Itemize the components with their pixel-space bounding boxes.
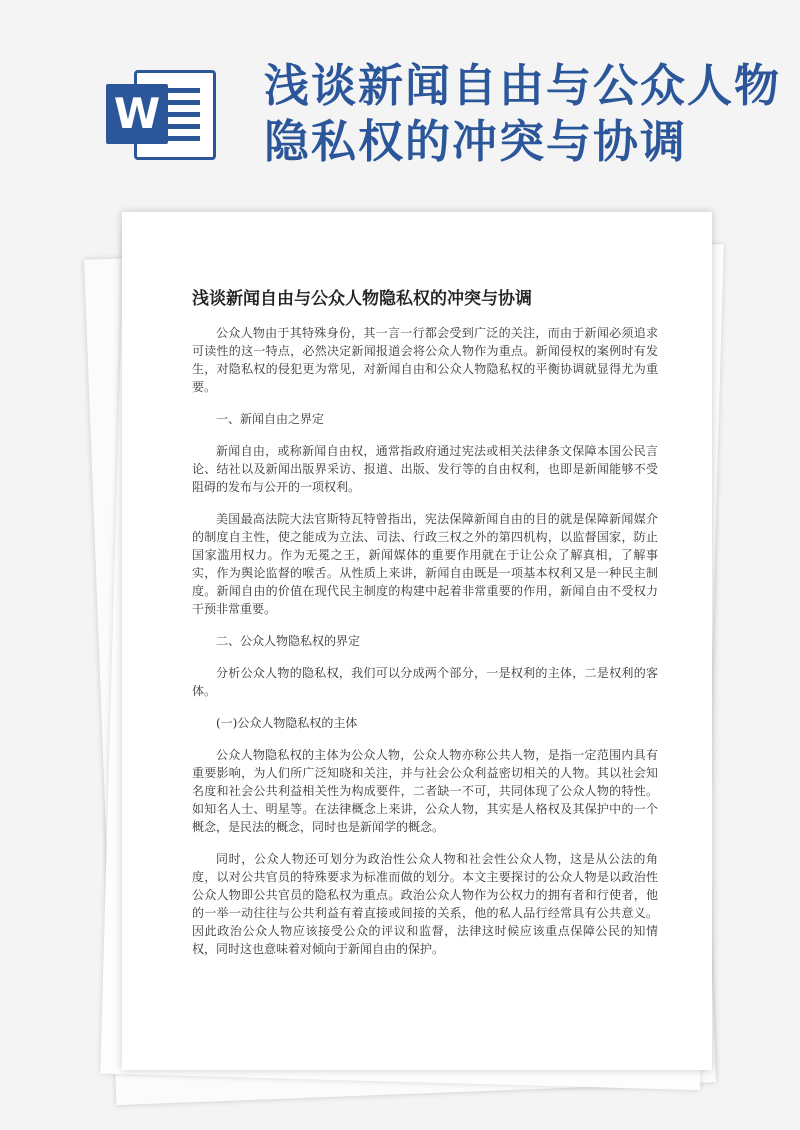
document-body	[192, 324, 658, 972]
document-page	[122, 212, 712, 1070]
word-letter-badge: W	[106, 84, 168, 144]
section-heading: 二、公众人物隐私权的界定	[216, 634, 361, 648]
word-document-icon	[106, 60, 226, 164]
body-paragraph: 公众人物由于其特殊身份，其一言一行都会受到广泛的关注，而由于新闻必须追求可读性的这一特点，必然决定新闻报道会将公众人物作为重点。新闻侵权的案例时有发生，对隐私权的侵犯更为常见，对新闻自由和公众人物隐私权的平衡协调就显得尤为重要。	[192, 326, 658, 394]
body-paragraph: 公众人物隐私权的主体为公众人物，公众人物亦称公共人物，是指一定范围内具有重要影响，为人们所广泛知晓和关注，并与社会公众利益密切相关的人物。其以社会知名度和社会公共利益相关性为构成要件，二者缺一不可，共同体现了公众人物的特性。如知名人士、明星等。在法律概念上来讲，公众人物，其实是人格权及其保护中的一个概念，是民法的概念，同时也是新闻学的概念。	[192, 748, 658, 834]
header-title: 浅谈新闻自由与公众人物隐私权的冲突与协调	[264, 59, 782, 168]
page-header	[0, 0, 800, 200]
document-title: 浅谈新闻自由与公众人物隐私权的冲突与协调	[192, 289, 532, 309]
body-paragraph: 美国最高法院大法官斯特瓦特曾指出，宪法保障新闻自由的目的就是保障新闻媒介的制度自主性，使之能成为立法、司法、行政三权之外的第四机构，以监督国家，防止国家滥用权力。作为无冕之王，新闻媒体的重要作用就在于让公众了解真相，了解事实，作为舆论监督的喉舌。从性质上来讲，新闻自由既是一项基本权利又是一种民主制度。新闻自由的价值在现代民主制度的构建中起着非常重要的作用，新闻自由不受权力干预非常重要。	[192, 512, 658, 616]
section-heading: 一、新闻自由之界定	[216, 412, 325, 426]
body-paragraph: 新闻自由，或称新闻自由权，通常指政府通过宪法或相关法律条文保障本国公民言论、结社以及新闻出版界采访、报道、出版、发行等的自由权利，也即是新闻能够不受阻碍的发布与公开的一项权利。	[192, 444, 658, 494]
section-heading: (一)公众人物隐私权的主体	[216, 716, 358, 730]
body-paragraph: 同时，公众人物还可划分为政治性公众人物和社会性公众人物，这是从公法的角度，以对公共官员的特殊要求为标准而做的划分。本文主要探讨的公众人物是以政治性公众人物即公共官员的隐私权为重点。政治公众人物作为公权力的拥有者和行使者，他的一举一动往往与公共利益有着直接或间接的关系，他的私人品行经常具有公共意义。因此政治公众人物应该接受公众的评议和监督，法律这时候应该重点保障公民的知情权，同时这也意味着对倾向于新闻自由的保护。	[192, 852, 658, 956]
body-paragraph: 分析公众人物的隐私权，我们可以分成两个部分，一是权利的主体，二是权利的客体。	[192, 666, 658, 698]
